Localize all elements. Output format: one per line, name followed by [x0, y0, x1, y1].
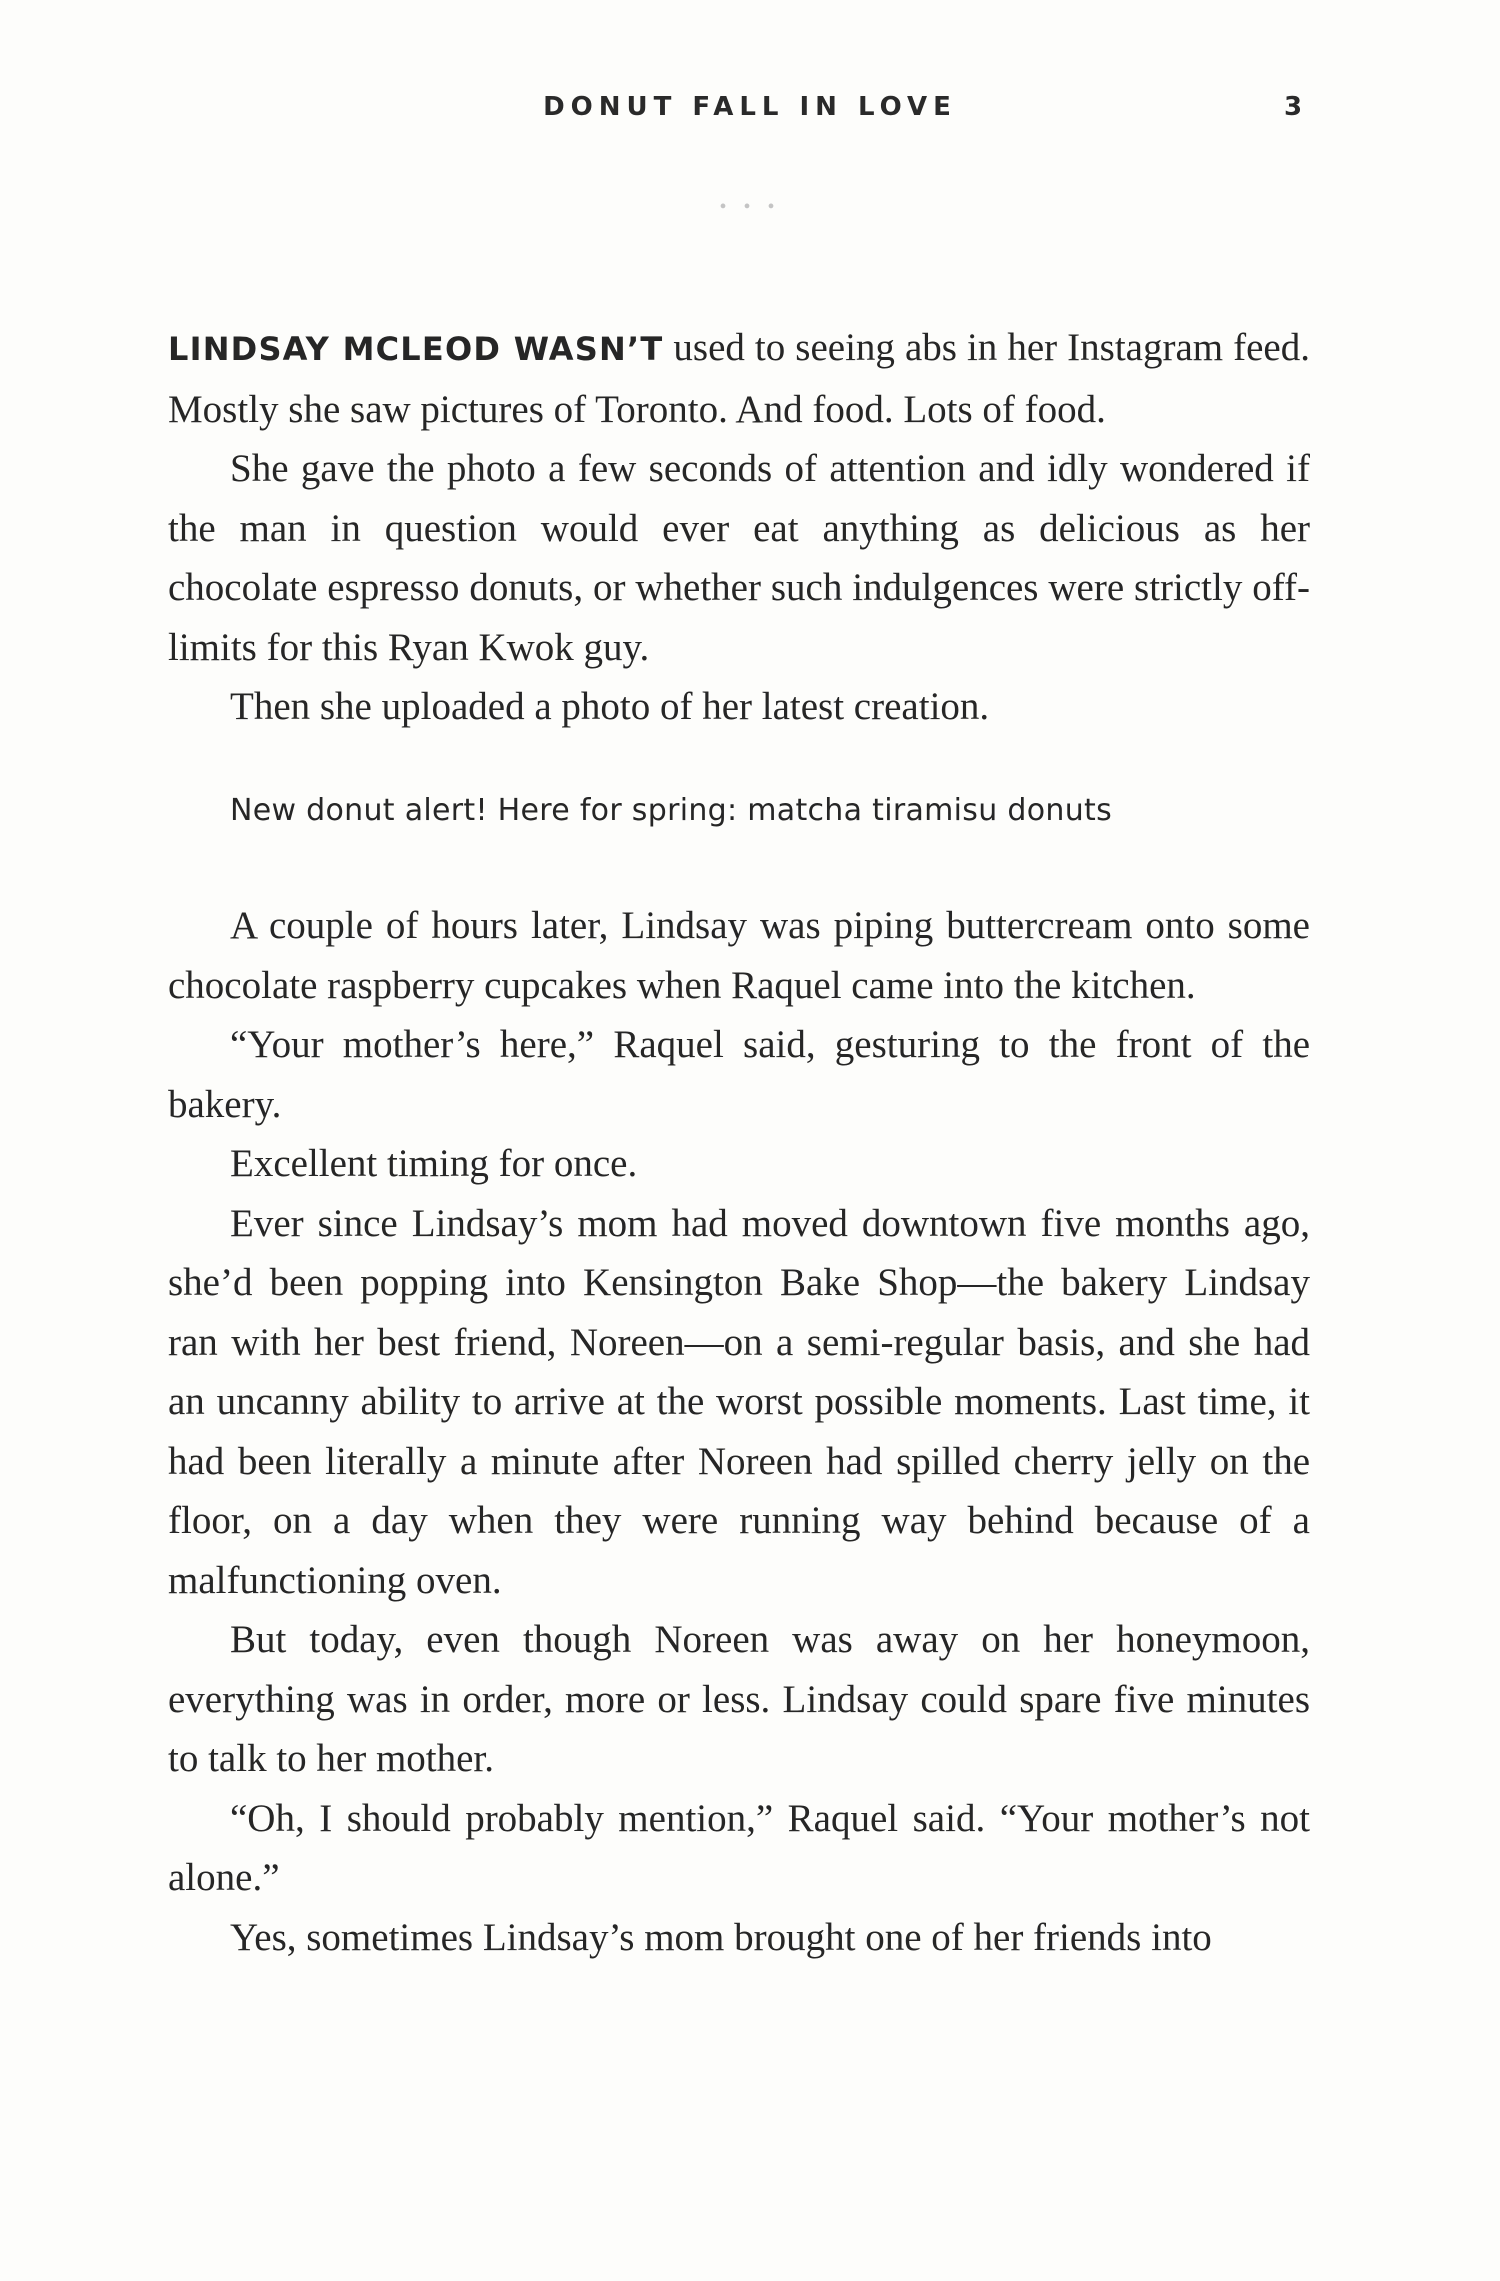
paragraph-7: Ever since Lindsay’s mom had moved downtown five months ago, she’d been popping into Kensington Bake Shop—the bakery Lindsay ran with her best friend, Noreen—on a semi-regular basis, and she had an uncanny ability to arrive at the worst possible moments. Last time, it had been literally a minute after Noreen had spilled cherry jelly on the floor, on a day when they were running way behind because of a malfunctioning oven.: [168, 1201, 1310, 1602]
paragraph-5: “Your mother’s here,” Raquel said, gesturing to the front of the bakery.: [168, 1023, 1310, 1126]
instagram-post-text: New donut alert! Here for spring: matcha tiramisu donuts: [230, 792, 1113, 828]
paragraph-3: Then she uploaded a photo of her latest creation.: [230, 685, 990, 728]
paragraph-9: “Oh, I should probably mention,” Raquel said. “Your mother’s not alone.”: [168, 1796, 1310, 1899]
paragraph-6: Excellent timing for once.: [230, 1142, 638, 1185]
paragraph-10: Yes, sometimes Lindsay’s mom brought one of her friends into: [230, 1915, 1212, 1959]
paragraph-1: [168, 318, 1310, 439]
page-number: 3: [1284, 92, 1303, 122]
paragraph-8: But today, even though Noreen was away on her honeymoon, everything was in order, more or less. Lindsay could spare five minutes to talk to her mother.: [168, 1618, 1310, 1780]
body-text: [168, 318, 1310, 1967]
paragraph-1-text: used to seeing abs in her Instagram feed. Mostly she saw pictures of Toronto. And food. Lots of food.: [168, 326, 1310, 431]
paragraph-2: She gave the photo a few seconds of attention and idly wondered if the man in question would ever eat anything as delicious as her chocolate espresso donuts, or whether such indulgences were strictly off-limits for this Ryan Kwok guy.: [168, 447, 1310, 669]
scene-break: • • •: [719, 196, 781, 218]
paragraph-4: A couple of hours later, Lindsay was piping buttercream onto some chocolate raspberry cupcakes when Raquel came into the kitchen.: [168, 904, 1310, 1007]
chapter-lead-in: LINDSAY MCLEOD WASN’T: [168, 330, 664, 368]
book-title: DONUT FALL IN LOVE: [543, 92, 957, 122]
running-head: [0, 92, 1500, 132]
